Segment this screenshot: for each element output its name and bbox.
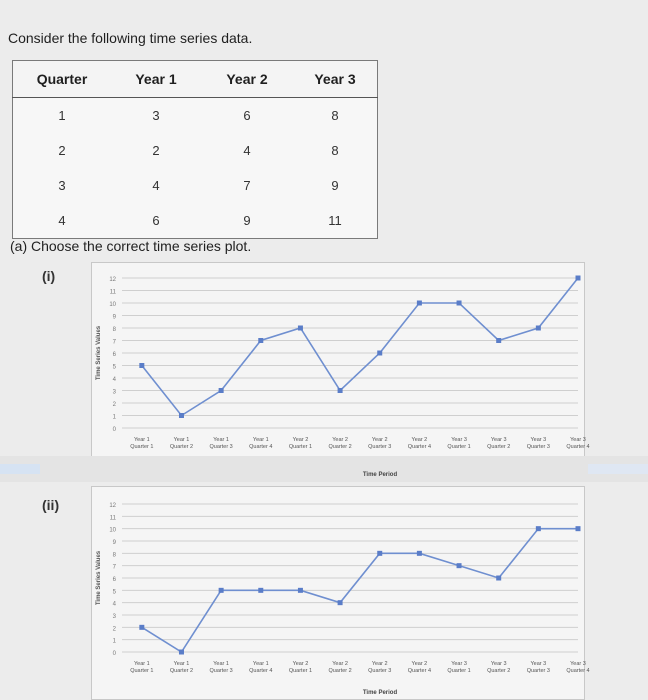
data-point bbox=[298, 326, 303, 331]
x-tick-label: Year 1 bbox=[252, 661, 269, 667]
data-point bbox=[258, 588, 263, 593]
prompt-text: Consider the following time series data. bbox=[8, 30, 253, 46]
table-cell: 8 bbox=[331, 108, 339, 123]
table-cell: 6 bbox=[243, 108, 251, 123]
x-tick-label: Quarter 1 bbox=[288, 668, 313, 674]
data-point bbox=[179, 413, 184, 418]
y-tick-label: 8 bbox=[112, 552, 116, 559]
y-tick-label: 0 bbox=[112, 427, 116, 433]
data-point bbox=[139, 625, 144, 630]
y-tick-label: 5 bbox=[112, 364, 116, 371]
y-tick-label: 12 bbox=[109, 277, 116, 283]
y-tick-label: 1 bbox=[112, 414, 116, 421]
x-tick-label: Year 1 bbox=[173, 437, 190, 443]
y-tick-label: 2 bbox=[112, 626, 116, 633]
data-point bbox=[179, 650, 184, 655]
table-cell: 3 bbox=[152, 108, 160, 123]
data-point bbox=[377, 351, 382, 356]
y-tick-label: 7 bbox=[112, 339, 116, 346]
data-point bbox=[338, 600, 343, 605]
header-year-1: Year 1 bbox=[111, 61, 201, 98]
x-tick-label: Year 3 bbox=[530, 437, 547, 443]
x-tick-label: Quarter 2 bbox=[169, 444, 194, 450]
x-tick-label: Quarter 1 bbox=[447, 668, 471, 674]
data-point bbox=[417, 301, 422, 306]
data-point bbox=[377, 551, 382, 556]
y-tick-label: 3 bbox=[112, 614, 116, 620]
data-point bbox=[338, 388, 343, 393]
x-axis-title: Time Period bbox=[362, 472, 398, 478]
x-tick-label: Quarter 4 bbox=[407, 444, 432, 450]
x-tick-label: Quarter 1 bbox=[130, 668, 154, 674]
x-tick-label: Year 1 bbox=[133, 661, 150, 667]
y-tick-label: 6 bbox=[112, 577, 116, 583]
y-tick-label: 5 bbox=[112, 589, 116, 596]
x-tick-label: Year 3 bbox=[570, 437, 586, 443]
x-tick-label: Year 1 bbox=[173, 661, 190, 667]
x-tick-label: Year 3 bbox=[451, 661, 467, 667]
x-tick-label: Year 2 bbox=[411, 661, 428, 667]
x-tick-label: Quarter 3 bbox=[209, 668, 233, 674]
data-point bbox=[298, 588, 303, 593]
x-tick-label: Year 1 bbox=[133, 437, 150, 443]
table-cell: 6 bbox=[152, 213, 160, 228]
x-tick-label: Year 2 bbox=[292, 661, 309, 667]
x-tick-label: Year 1 bbox=[213, 661, 229, 667]
y-tick-label: 4 bbox=[112, 377, 116, 383]
table-cell: 8 bbox=[331, 143, 339, 158]
data-point bbox=[496, 576, 501, 581]
y-tick-label: 10 bbox=[109, 302, 116, 308]
y-tick-label: 2 bbox=[112, 402, 116, 408]
table-cell: 4 bbox=[152, 178, 160, 193]
data-point bbox=[457, 301, 462, 306]
header-year-2: Year 2 bbox=[201, 61, 293, 98]
x-tick-label: Quarter 3 bbox=[368, 444, 392, 450]
y-tick-label: 11 bbox=[109, 289, 116, 296]
table-cell: 2 bbox=[152, 143, 160, 158]
table-cell: 4 bbox=[243, 143, 251, 158]
data-point bbox=[139, 363, 144, 368]
x-tick-label: Quarter 3 bbox=[209, 444, 233, 450]
y-tick-label: 12 bbox=[109, 503, 116, 509]
y-tick-label: 4 bbox=[112, 601, 116, 608]
x-tick-label: Quarter 4 bbox=[566, 668, 590, 674]
x-tick-label: Quarter 2 bbox=[328, 668, 352, 674]
x-tick-label: Quarter 4 bbox=[249, 668, 273, 674]
y-tick-label: 11 bbox=[109, 515, 116, 522]
table-cell: 1 bbox=[58, 108, 66, 123]
y-tick-label: 3 bbox=[112, 389, 116, 396]
data-point bbox=[536, 326, 541, 331]
x-tick-label: Quarter 1 bbox=[447, 444, 471, 450]
y-tick-label: 7 bbox=[112, 564, 116, 571]
table-cell: 7 bbox=[243, 178, 251, 193]
x-tick-label: Quarter 2 bbox=[169, 668, 194, 674]
header-year-3: Year 3 bbox=[293, 61, 378, 98]
data-point bbox=[258, 338, 263, 343]
x-tick-label: Year 1 bbox=[252, 437, 269, 443]
x-tick-label: Quarter 3 bbox=[526, 444, 550, 450]
x-tick-label: Year 3 bbox=[451, 437, 467, 443]
x-tick-label: Quarter 3 bbox=[368, 668, 392, 674]
table-cell: 9 bbox=[243, 213, 251, 228]
data-point bbox=[219, 588, 224, 593]
data-point bbox=[496, 338, 501, 343]
x-axis-title: Time Period bbox=[362, 690, 398, 696]
y-tick-label: 6 bbox=[112, 352, 116, 358]
y-tick-label: 8 bbox=[112, 327, 116, 333]
data-point bbox=[457, 563, 462, 568]
x-tick-label: Year 2 bbox=[332, 661, 348, 667]
x-tick-label: Year 3 bbox=[570, 661, 586, 667]
x-tick-label: Year 1 bbox=[213, 437, 229, 443]
x-tick-label: Quarter 2 bbox=[328, 444, 352, 450]
x-tick-label: Year 3 bbox=[490, 661, 507, 667]
option-ii-label[interactable]: (ii) bbox=[42, 497, 60, 513]
x-tick-label: Quarter 1 bbox=[288, 444, 313, 450]
series-line bbox=[142, 278, 578, 416]
x-tick-label: Year 3 bbox=[490, 437, 507, 443]
x-tick-label: Quarter 4 bbox=[566, 444, 590, 450]
x-tick-label: Quarter 3 bbox=[526, 668, 550, 674]
x-tick-label: Year 2 bbox=[411, 437, 428, 443]
y-tick-label: 9 bbox=[112, 540, 116, 546]
table-cell: 11 bbox=[328, 213, 342, 228]
table-cell: 3 bbox=[58, 178, 66, 193]
data-point bbox=[219, 388, 224, 393]
y-tick-label: 10 bbox=[109, 527, 116, 534]
y-axis-title: Time Series Values bbox=[96, 325, 102, 381]
x-tick-label: Quarter 1 bbox=[130, 444, 154, 450]
x-tick-label: Year 3 bbox=[530, 661, 547, 667]
y-tick-label: 9 bbox=[112, 314, 116, 321]
header-quarter: Quarter bbox=[13, 61, 112, 98]
x-tick-label: Year 2 bbox=[371, 661, 388, 667]
question-text: (a) Choose the correct time series plot. bbox=[10, 238, 252, 254]
y-tick-label: 0 bbox=[112, 651, 116, 657]
data-point bbox=[536, 526, 541, 531]
table-cell: 4 bbox=[58, 213, 66, 228]
table-cell: 2 bbox=[58, 143, 66, 158]
table-cell: 9 bbox=[331, 178, 339, 193]
x-tick-label: Quarter 2 bbox=[487, 444, 511, 450]
data-point bbox=[576, 276, 581, 281]
x-tick-label: Year 2 bbox=[371, 437, 388, 443]
x-tick-label: Quarter 2 bbox=[487, 668, 511, 674]
option-i-label[interactable]: (i) bbox=[42, 268, 56, 284]
x-tick-label: Year 2 bbox=[332, 437, 348, 443]
data-point bbox=[417, 551, 422, 556]
data-point bbox=[576, 526, 581, 531]
x-tick-label: Quarter 4 bbox=[407, 668, 432, 674]
y-axis-title: Time Series Values bbox=[96, 550, 102, 606]
x-tick-label: Quarter 4 bbox=[249, 444, 273, 450]
y-tick-label: 1 bbox=[112, 638, 116, 645]
x-tick-label: Year 2 bbox=[292, 437, 309, 443]
